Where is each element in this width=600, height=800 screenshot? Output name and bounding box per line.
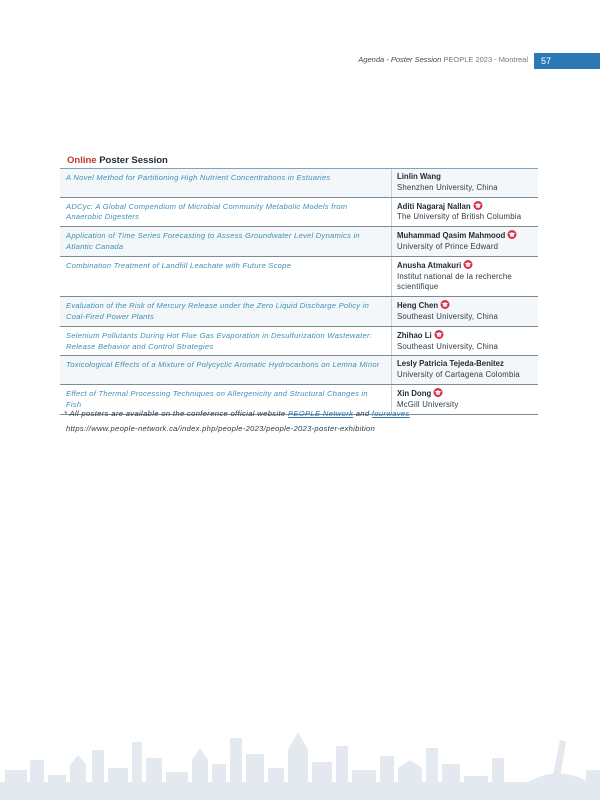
- graduation-cap-icon: [507, 230, 517, 239]
- poster-title: Toxicological Effects of a Mixture of Polycyclic Aromatic Hydrocarbons on Lemna Minor: [60, 356, 392, 384]
- poster-row: [60, 257, 538, 297]
- author-name: Anusha Atmakuri: [397, 260, 462, 270]
- author-affiliation: Southeast University, China: [397, 341, 499, 351]
- poster-author-cell: [392, 327, 538, 356]
- montreal-skyline-illustration: [0, 720, 600, 800]
- poster-title: A Novel Method for Partitioning High Nutrient Concentrations in Estuaries: [60, 169, 392, 197]
- author-affiliation: Shenzhen University, China: [397, 182, 498, 192]
- fourwaves-link[interactable]: fourwaves: [371, 409, 410, 418]
- poster-author-cell: [392, 385, 538, 414]
- graduation-cap-icon: [440, 300, 450, 309]
- poster-row: [60, 169, 538, 198]
- poster-author-cell: [392, 297, 538, 326]
- poster-row: [60, 227, 538, 257]
- poster-author-cell: [392, 257, 538, 296]
- poster-title: ADCyc: A Global Compendium of Microbial Community Metabolic Models from Anaerobic Digesters: [60, 198, 392, 227]
- author-affiliation: The University of British Columbia: [397, 212, 522, 222]
- poster-row: [60, 297, 538, 327]
- author-affiliation: Institut national de la recherche scientifique: [397, 271, 512, 292]
- poster-title: Selenium Pollutants During Hot Flue Gas Evaporation in Desulfurization Wastewater: Release Behavior and Control Strategies: [60, 327, 392, 356]
- poster-row: [60, 327, 538, 357]
- people-network-link[interactable]: PEOPLE Network: [287, 409, 354, 418]
- graduation-cap-icon: [433, 388, 443, 397]
- footnote-and: and: [355, 409, 370, 418]
- author-affiliation: University of Cartagena Colombia: [397, 370, 520, 380]
- page-header: [0, 53, 600, 69]
- poster-author-cell: [392, 198, 538, 227]
- header-text: [358, 55, 528, 64]
- author-name: Aditi Nagaraj Nallan: [397, 201, 471, 211]
- poster-author-cell: [392, 356, 538, 384]
- header-event: PEOPLE 2023 - Montreal: [443, 55, 528, 64]
- graduation-cap-icon: [463, 260, 473, 269]
- poster-title: Effect of Thermal Processing Techniques on Allergenicity and Structural Changes in Fish: [60, 385, 392, 414]
- section-title: [67, 155, 168, 166]
- poster-title: Combination Treatment of Landfill Leachate with Future Scope: [60, 257, 392, 296]
- author-name: Linlin Wang: [397, 172, 441, 181]
- author-name: Heng Chen: [397, 301, 439, 311]
- section-title-rest: Poster Session: [99, 155, 168, 166]
- poster-row: [60, 198, 538, 228]
- poster-exhibition-url[interactable]: https://www.people-network.ca/index.php/people-2023/people-2023-poster-exhibition: [66, 424, 376, 433]
- author-name: Muhammad Qasim Mahmood: [397, 231, 506, 241]
- poster-title: Application of Time Series Forecasting to Assess Groundwater Level Dynamics in Atlantic Canada: [60, 227, 392, 256]
- graduation-cap-icon: [434, 330, 444, 339]
- header-section: Agenda - Poster Session: [358, 55, 442, 64]
- poster-title: Evaluation of the Risk of Mercury Release under the Zero Liquid Discharge Policy in Coal-Fired Power Plants: [60, 297, 392, 326]
- poster-table: [60, 168, 538, 415]
- footnote-prefix: * All posters are available on the conference official website: [64, 409, 286, 418]
- page-number: 57: [534, 53, 600, 69]
- author-affiliation: Southeast University, China: [397, 311, 499, 321]
- poster-author-cell: [392, 227, 538, 256]
- poster-row: [60, 356, 538, 385]
- footnote: [64, 409, 410, 418]
- section-title-highlight: Online: [67, 155, 97, 166]
- poster-author-cell: [392, 169, 538, 197]
- author-affiliation: McGill University: [397, 399, 459, 409]
- graduation-cap-icon: [473, 201, 483, 210]
- author-affiliation: University of Prince Edward: [397, 241, 499, 251]
- author-name: Lesly Patricia Tejeda-Benitez: [397, 359, 504, 369]
- author-name: Xin Dong: [397, 388, 432, 398]
- author-name: Zhihao Li: [397, 330, 432, 340]
